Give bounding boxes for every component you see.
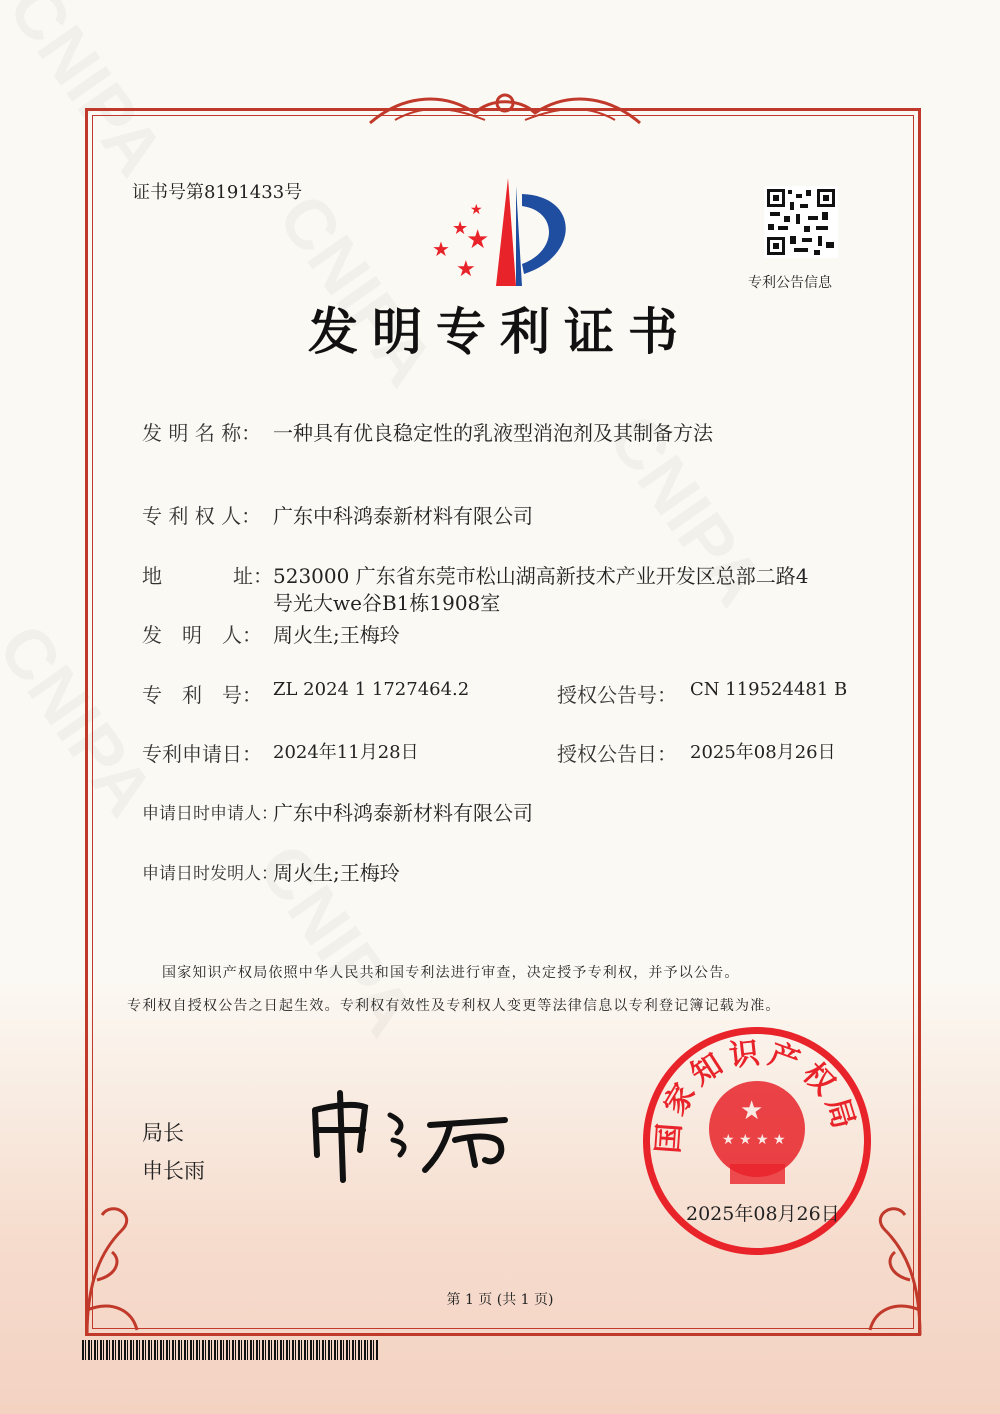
patentee-value: 广东中科鸿泰新材料有限公司 (273, 504, 533, 528)
svg-text:★: ★ (432, 237, 450, 261)
svg-text:★: ★ (470, 202, 483, 218)
director-title: 局长 (142, 1121, 184, 1145)
applicant-at-filing-value: 广东中科鸿泰新材料有限公司 (273, 801, 533, 825)
page-title: 发明专利证书 (308, 302, 692, 361)
inventor-label: 发 明 人： (142, 623, 262, 647)
patent-number-value: ZL 2024 1 1727464.2 (273, 679, 470, 700)
filing-date-value: 2024年11月28日 (273, 742, 419, 763)
grant-pub-date-value: 2025年08月26日 (690, 742, 836, 763)
invention-name-label: 发 明 名 称： (142, 421, 262, 445)
svg-text:★: ★ (740, 1096, 764, 1126)
address-label: 地 (142, 564, 162, 588)
inventor-at-filing-label: 申请日时发明人： (142, 864, 278, 884)
seal-text: 国家知识产权局 (650, 1035, 863, 1155)
grant-pub-number-label: 授权公告号： (557, 683, 677, 707)
inventor-value: 周火生;王梅玲 (273, 623, 400, 647)
ornament-top (365, 88, 645, 128)
ornament-corner-right (845, 1190, 925, 1340)
filing-date-label: 专利申请日： (142, 742, 262, 766)
svg-text:★ ★ ★ ★: ★ ★ ★ ★ (722, 1132, 786, 1148)
signature (305, 1085, 520, 1185)
address-label-suffix: 址： (233, 564, 273, 588)
applicant-at-filing-label: 申请日时申请人： (142, 804, 278, 824)
address-value-line2: 号光大we谷B1栋1908室 (273, 591, 501, 615)
grant-pub-number-value: CN 119524481 B (690, 679, 848, 700)
cnipa-logo-icon (430, 176, 580, 288)
svg-text:★: ★ (452, 218, 469, 239)
qr-code[interactable] (764, 186, 838, 258)
official-seal (643, 1027, 871, 1255)
invention-name-value: 一种具有优良稳定性的乳液型消泡剂及其制备方法 (273, 421, 713, 445)
barcode (82, 1340, 378, 1360)
director-name: 申长雨 (142, 1159, 205, 1183)
grant-pub-date-label: 授权公告日： (557, 742, 677, 766)
qr-caption: 专利公告信息 (748, 275, 832, 291)
inventor-at-filing-value: 周火生;王梅玲 (273, 861, 400, 885)
ornament-corner-left (82, 1190, 162, 1340)
svg-text:★: ★ (456, 257, 476, 282)
statement-line-2: 专利权自授权公告之日起生效。专利权有效性及专利权人变更等法律信息以专利登记簿记载为准。 (127, 998, 781, 1014)
address-value-line1: 523000 广东省东莞市松山湖高新技术产业开发区总部二路4 (273, 564, 809, 588)
seal-date: 2025年08月26日 (686, 1203, 840, 1225)
patentee-label: 专 利 权 人： (142, 504, 262, 528)
statement-line-1: 国家知识产权局依照中华人民共和国专利法进行审查，决定授予专利权，并予以公告。 (162, 965, 740, 981)
patent-number-label: 专 利 号： (142, 683, 262, 707)
page-number: 第 1 页 (共 1 页) (446, 1292, 554, 1308)
certificate-number: 证书号第8191433号 (132, 182, 303, 203)
svg-text:★: ★ (466, 225, 490, 255)
